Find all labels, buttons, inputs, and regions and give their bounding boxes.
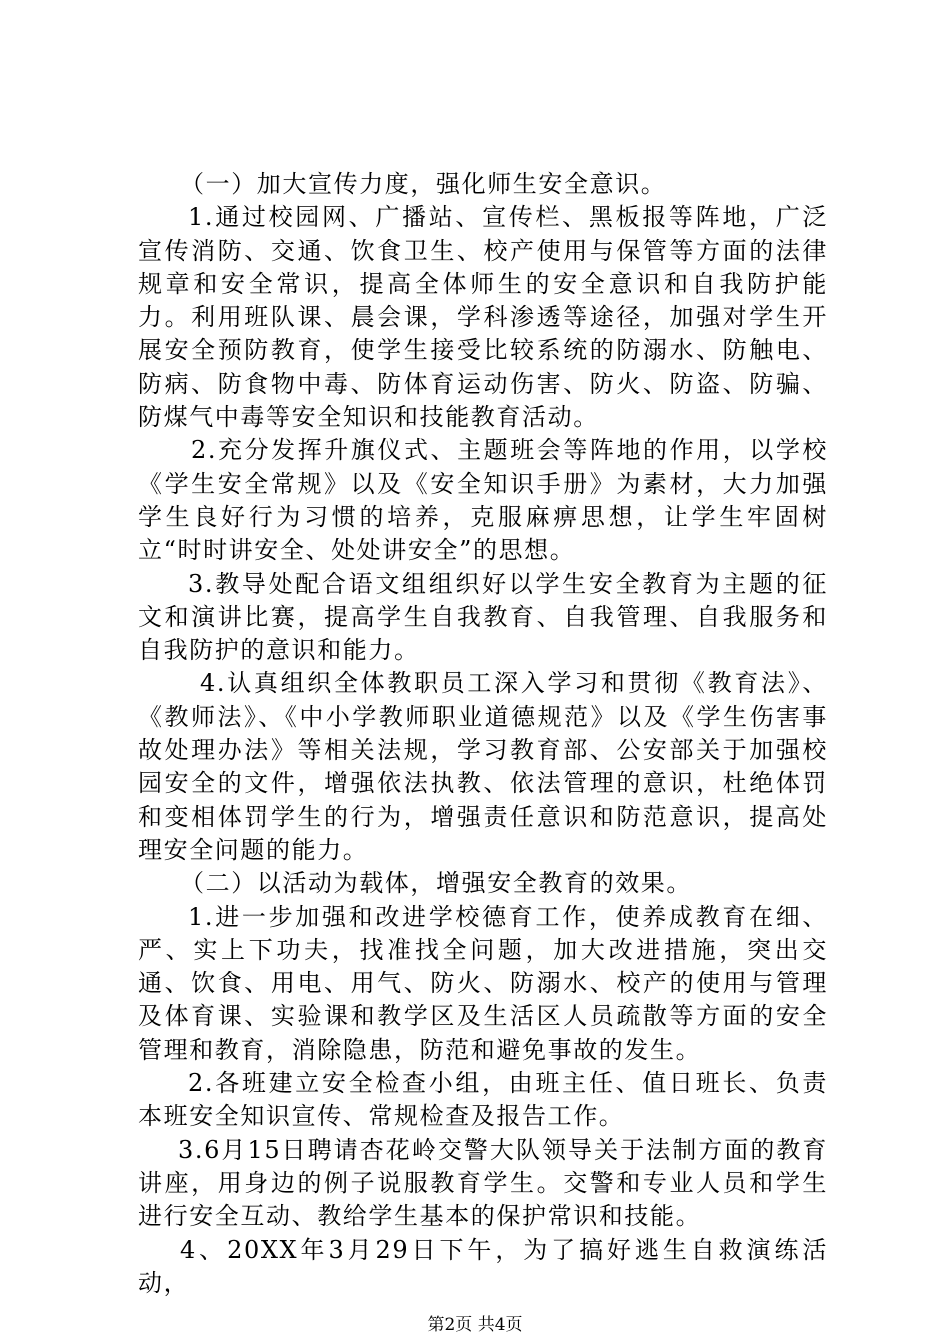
paragraph-item: 4、20XX年3月29日下午，为了搞好逃生自救演练活动， — [138, 1235, 828, 1297]
page-footer — [0, 1310, 950, 1335]
paragraph-item: 4.认真组织全体教职员工深入学习和贯彻《教育法》、《教师法》、《中小学教师职业道德规范》以及《学生伤害事故处理办法》等相关法规，学习教育部、公安部关于加强校园安全的文件，增强依法执教、依法管理的意识，杜绝体罚和变相体罚学生的行为，增强责任意识和防范意识，提高处理安全问题的能力。 — [138, 669, 828, 864]
document-body — [138, 168, 828, 1300]
paragraph-item: 1.进一步加强和改进学校德育工作，使养成教育在细、严、实上下功夫，找准找全问题，加大改进措施，突出交通、饮食、用电、用气、防火、防溺水、校产的使用与管理及体育课、实验课和教学区及生活区人员疏散等方面的安全管理和教育，消除隐患，防范和避免事故的发生。 — [138, 902, 828, 1064]
paragraph-heading-1: （一）加大宣传力度，强化师生安全意识。 — [180, 170, 667, 198]
paragraph-item: 2.充分发挥升旗仪式、主题班会等阵地的作用，以学校《学生安全常规》以及《安全知识手册》为素材，大力加强学生良好行为习惯的培养，克服麻痹思想，让学生牢固树立“时时讲安全、处处讲安全”的思想。 — [138, 436, 828, 565]
page-number: 第2页 共4页 — [427, 1315, 523, 1335]
paragraph-heading-2: （二）以活动为载体，增强安全教育的效果。 — [180, 869, 692, 898]
paragraph-item: 1.通过校园网、广播站、宣传栏、黑板报等阵地，广泛宣传消防、交通、饮食卫生、校产使用与保管等方面的法律规章和安全常识，提高全体师生的安全意识和自我防护能力。利用班队课、晨会课，学科渗透等途径，加强对学生开展安全预防教育，使学生接受比较系统的防溺水、防触电、防病、防食物中毒、防体育运动伤害、防火、防盗、防骗、防煤气中毒等安全知识和技能教育活动。 — [138, 203, 828, 432]
paragraph-item: 3.6月15日聘请杏花岭交警大队领导关于法制方面的教育讲座，用身边的例子说服教育学生。交警和专业人员和学生进行安全互动、教给学生基本的保护常识和技能。 — [138, 1135, 828, 1231]
paragraph-item: 3.教导处配合语文组组织好以学生安全教育为主题的征文和演讲比赛，提高学生自我教育、自我管理、自我服务和自我防护的意识和能力。 — [138, 569, 828, 665]
paragraph-item: 2.各班建立安全检查小组，由班主任、值日班长、负责本班安全知识宣传、常规检查及报告工作。 — [138, 1069, 828, 1131]
